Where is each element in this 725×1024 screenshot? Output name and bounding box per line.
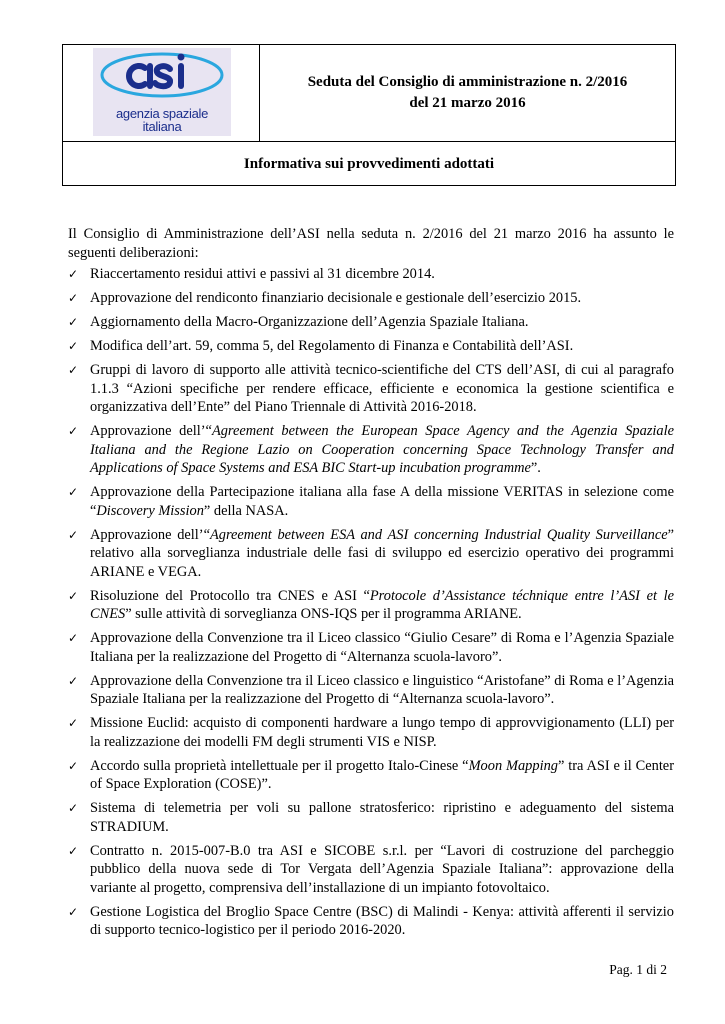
header-table (62, 44, 676, 186)
decision-text-part: ” tra ASI e il Center of Space Exploration (COSE)”. (90, 757, 674, 792)
decision-text (90, 361, 674, 417)
checkmark-icon: ✓ (68, 588, 79, 603)
decision-text-part: Contratto n. 2015-007-B.0 tra ASI e SICOBE s.r.l. per “Lavori di costruzione del parcheggio pubblico della nuova sede di Tor Vergata dell’Agenzia Spaziale Italiana”: approvazione della variante al progetto, comprensiva dell’installazione di un impianto fotovoltaico. (90, 842, 674, 896)
decision-item (68, 714, 674, 751)
logo-text-line2: italiana (142, 119, 182, 134)
decision-text-part: Gestione Logistica del Broglio Space Centre (BSC) di Malindi - Kenya: attività afferenti il servizio di supporto tecnico-logistico per il periodo 2016-2020. (90, 903, 674, 938)
decision-item (68, 672, 674, 709)
header-top-row (63, 45, 675, 142)
decision-text-part: Approvazione del rendiconto finanziario decisionale e gestionale dell’esercizio 2015. (90, 290, 582, 306)
checkmark-icon: ✓ (68, 758, 79, 773)
decision-text-part: Accordo sulla proprietà intellettuale per il progetto Italo-Cinese “ (90, 757, 469, 774)
decision-text (90, 265, 674, 284)
decision-text-part: ” sulle attività di sorveglianza ONS-IQS per il programma ARIANE. (125, 606, 522, 622)
document-subtitle: Informativa sui provvedimenti adottati (243, 155, 495, 172)
decision-item (68, 629, 674, 666)
decisions-list (68, 265, 674, 940)
decision-text-part: Modifica dell’art. 59, comma 5, del Regolamento di Finanza e Contabilità dell’ASI. (90, 338, 574, 354)
intro-paragraph: Il Consiglio di Amministrazione dell’ASI nella seduta n. 2/2016 del 21 marzo 2016 ha assunto le seguenti deliberazioni: (68, 226, 674, 261)
decision-text-part: Missione Euclid: acquisto di componenti hardware a lungo tempo di approvvigionamento (LLI) per la realizzazione dei modelli FM degli strumenti VIS e NISP. (90, 715, 674, 750)
checkmark-icon: ✓ (68, 315, 79, 329)
checkmark-icon: ✓ (68, 527, 79, 542)
decision-text (90, 526, 674, 582)
decision-text-italic: Discovery Mission (96, 502, 204, 519)
checkmark-icon: ✓ (68, 291, 79, 305)
checkmark-icon: ✓ (68, 485, 79, 499)
decision-text (90, 672, 674, 709)
decision-item (68, 842, 674, 898)
checkmark-icon: ✓ (68, 673, 79, 688)
decision-text (90, 313, 674, 332)
decision-item (68, 483, 674, 520)
decision-text-part: ” relativo alla sorveglianza industriale delle fasi di sviluppo ed esercizio operativo dei programmi ARIANE e VEGA. (90, 526, 674, 580)
decision-text-part: Riaccertamento residui attivi e passivi al 31 dicembre 2014. (90, 266, 435, 282)
decision-item (68, 587, 674, 624)
decision-text-part: ”. (530, 460, 541, 476)
decision-item (68, 289, 674, 308)
decision-text (90, 757, 674, 794)
decision-text-italic: Protocole d’Assistance téchnique entre l’ASI et le CNES (90, 587, 674, 622)
decision-text (90, 289, 674, 308)
decision-item (68, 526, 674, 582)
decision-text (90, 587, 674, 624)
logo-text-line1: agenzia spaziale (115, 106, 209, 121)
decision-item (68, 265, 674, 284)
page-number: Pag. 1 di 2 (609, 962, 667, 977)
decision-item (68, 361, 674, 417)
checkmark-icon: ✓ (68, 843, 79, 858)
decision-item (68, 757, 674, 794)
title-line-1: Seduta del Consiglio di amministrazione n. 2/2016 (307, 74, 628, 90)
checkmark-icon: ✓ (68, 339, 79, 353)
decision-text-part: Approvazione dell’“ (90, 526, 210, 543)
decision-text-part: ” della NASA. (203, 502, 289, 519)
decision-text (90, 714, 674, 751)
checkmark-icon: ✓ (68, 904, 79, 919)
decision-text (90, 799, 674, 836)
decision-item (68, 422, 674, 478)
decision-text-italic: Moon Mapping (468, 757, 558, 774)
decision-text-italic: Agreement between the European Space Agency and the Agenzia Spaziale Italiana and the Regione Lazio on Cooperation concerning Space Technology Transfer and Applications of Space Systems and ESA BIC Start-up incubation programme (90, 423, 675, 476)
checkmark-icon: ✓ (68, 424, 79, 438)
checkmark-icon: ✓ (68, 267, 79, 281)
logo-cell (63, 45, 260, 141)
decision-text (90, 483, 674, 520)
decision-text-part: Gruppi di lavoro di supporto alle attività tecnico-scientifiche del CTS dell’ASI, di cui al paragrafo 1.1.3 “Azioni specifiche per rendere efficace, efficiente e economica la gestione scientifica e organizzativa dell’Ente” del Piano Triennale di Attività 2016-2018. (90, 362, 674, 415)
decision-text (90, 842, 674, 898)
decision-text-part: Risoluzione del Protocollo tra CNES e ASI “ (90, 587, 370, 604)
decision-text-italic: Agreement between ESA and ASI concerning Industrial Quality Surveillance (209, 526, 668, 543)
decision-text-part: Approvazione della Convenzione tra il Liceo classico “Giulio Cesare” di Roma e l’Agenzia Spaziale Italiana per la realizzazione del Progetto di “Alternanza scuola-lavoro”. (90, 630, 674, 665)
document-title (260, 45, 675, 141)
decision-item (68, 313, 674, 332)
checkmark-icon: ✓ (68, 363, 79, 377)
decision-item (68, 903, 674, 940)
decision-item (68, 337, 674, 356)
decision-item (68, 799, 674, 836)
decision-text-part: Approvazione della Convenzione tra il Liceo classico e linguistico “Aristofane” di Roma e l’Agenzia Spaziale Italiana per la realizzazione del Progetto di “Alternanza scuola-lavoro”. (90, 672, 674, 707)
checkmark-icon: ✓ (68, 631, 79, 645)
asi-logo (93, 48, 231, 136)
document-body (68, 225, 674, 945)
decision-text (90, 903, 674, 940)
decision-text-part: Aggiornamento della Macro-Organizzazione dell’Agenzia Spaziale Italiana. (90, 314, 529, 330)
decision-text-part: Approvazione della Partecipazione italiana alla fase A della missione VERITAS in selezione come “ (90, 484, 674, 519)
decision-text-part: Approvazione dell’“ (90, 423, 212, 439)
checkmark-icon: ✓ (68, 801, 79, 815)
title-line-2: del 21 marzo 2016 (409, 95, 526, 111)
decision-text (90, 337, 674, 356)
checkmark-icon: ✓ (68, 716, 79, 730)
decision-text (90, 422, 674, 478)
decision-text (90, 629, 674, 666)
decision-text-part: Sistema di telemetria per voli su pallone stratosferico: ripristino e adeguamento del sistema STRADIUM. (90, 800, 674, 835)
